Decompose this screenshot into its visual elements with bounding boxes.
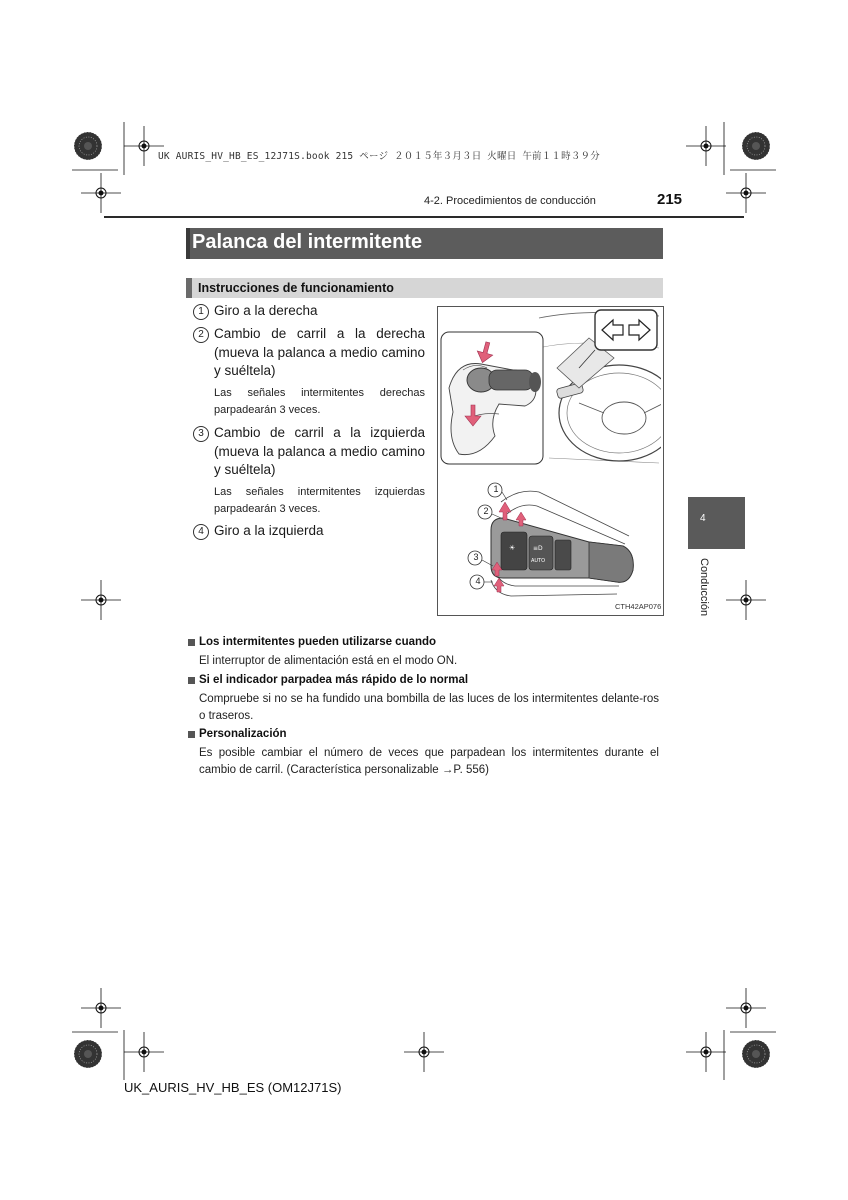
note-2-bullet-icon bbox=[188, 677, 195, 684]
note-3-heading: Personalización bbox=[199, 728, 287, 740]
footer-code: UK_AURIS_HV_HB_ES (OM12J71S) bbox=[124, 1080, 342, 1095]
note-3-body: Es posible cambiar el número de veces que parpadean los intermitentes durante el cambio de carril. (Característica personalizable →P. 556) bbox=[199, 747, 659, 776]
note-1-bullet-icon bbox=[188, 639, 195, 646]
chapter-tab bbox=[688, 497, 745, 549]
item-number-4: 4 bbox=[193, 524, 209, 540]
page-number: 215 bbox=[657, 191, 683, 208]
header-rule bbox=[104, 216, 744, 218]
lever-hand-illustration bbox=[439, 308, 661, 470]
lever-positions-diagram bbox=[439, 474, 661, 612]
chapter-tab-label-wrap bbox=[692, 558, 716, 628]
svg-text:≡D: ≡D bbox=[533, 545, 543, 552]
print-info-line: UK AURIS_HV_HB_ES_12J71S.book 215 ページ ２０１５年３月３日 火曜日 午前１１時３９分 bbox=[158, 151, 600, 162]
item-3-text: Cambio de carril a la izquierda (mueva la palanca a medio camino y suéltela) bbox=[214, 425, 425, 477]
item-3-note: Las señales intermitentes izquierdas parpadearán 3 veces. bbox=[214, 486, 425, 515]
page-title: Palanca del intermitente bbox=[192, 231, 423, 253]
note-2-heading: Si el indicador parpadea más rápido de lo normal bbox=[199, 674, 469, 686]
title-accent bbox=[186, 228, 190, 259]
svg-text:AUTO: AUTO bbox=[531, 558, 546, 564]
section-header: 4-2. Procedimientos de conducción bbox=[424, 195, 596, 207]
svg-text:☀: ☀ bbox=[509, 544, 516, 552]
callout-2: 2 bbox=[483, 506, 489, 516]
chapter-tab-number: 4 bbox=[700, 513, 706, 524]
item-number-1: 1 bbox=[193, 304, 209, 320]
callout-1: 1 bbox=[493, 484, 499, 494]
item-1-text: Giro a la derecha bbox=[214, 303, 318, 318]
item-4-text: Giro a la izquierda bbox=[214, 523, 324, 538]
item-2-text: Cambio de carril a la derecha (mueva la palanca a medio camino y suéltela) bbox=[214, 326, 425, 378]
subsection-accent bbox=[186, 278, 192, 298]
chapter-tab-label: Conducción bbox=[698, 558, 710, 617]
callout-4: 4 bbox=[475, 576, 481, 586]
subsection-title: Instrucciones de funcionamiento bbox=[198, 281, 394, 295]
figure-code: CTH42AP076 bbox=[615, 602, 662, 611]
item-number-2: 2 bbox=[193, 327, 209, 343]
item-number-3: 3 bbox=[193, 426, 209, 442]
note-1-heading: Los intermitentes pueden utilizarse cuando bbox=[199, 636, 437, 648]
note-2-body: Compruebe si no se ha fundido una bombilla de las luces de los intermitentes delante-ros o traseros. bbox=[199, 693, 659, 722]
item-2-note: Las señales intermitentes derechas parpadearán 3 veces. bbox=[214, 387, 425, 416]
note-3-bullet-icon bbox=[188, 731, 195, 738]
note-1-body: El interruptor de alimentación está en el modo ON. bbox=[199, 655, 458, 667]
callout-3: 3 bbox=[473, 552, 479, 562]
